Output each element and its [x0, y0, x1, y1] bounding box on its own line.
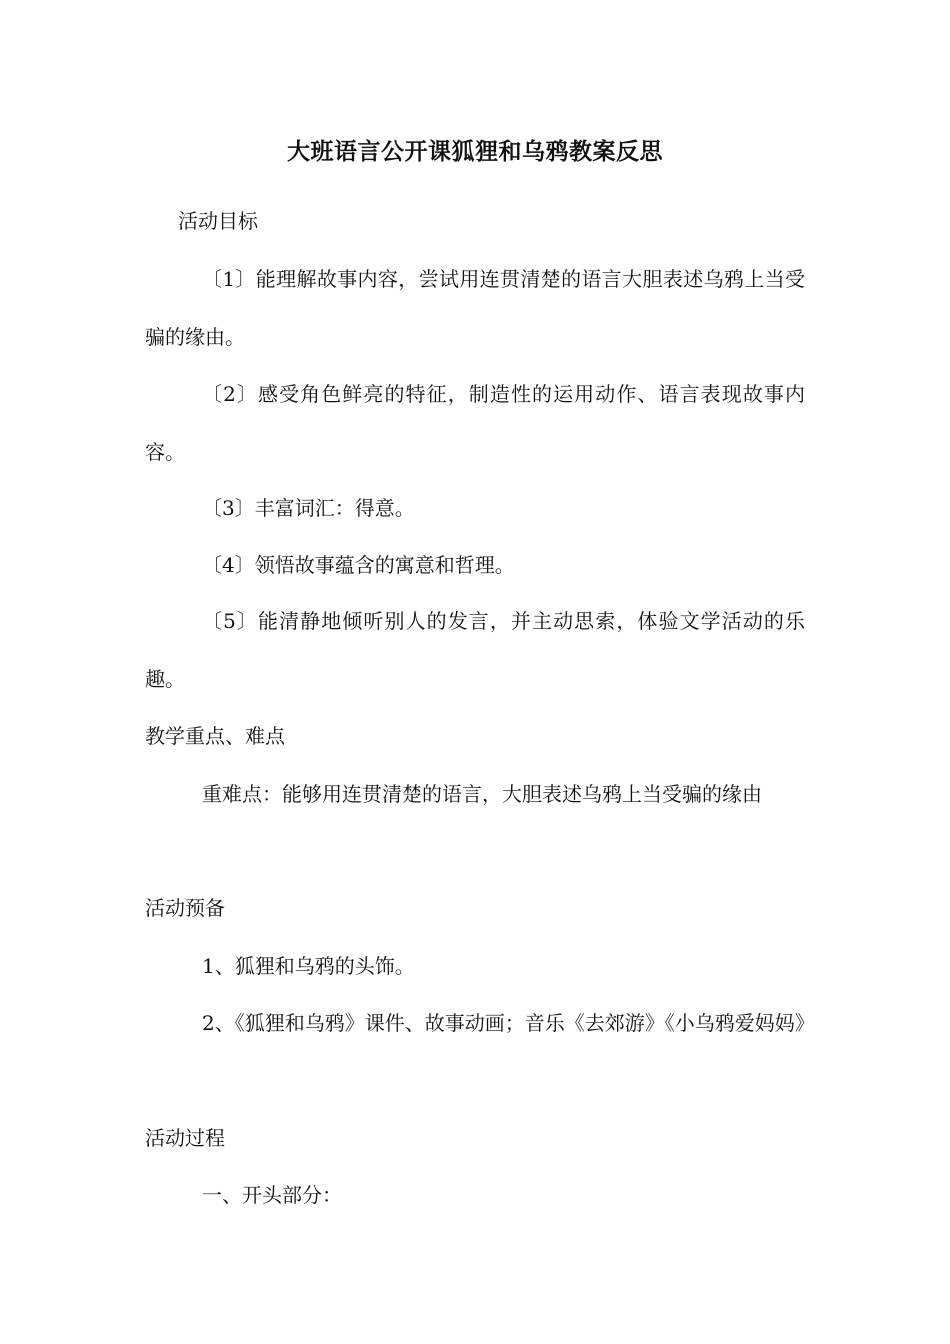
goal-item-2: 〔2〕感受角色鲜亮的特征，制造性的运用动作、语言表现故事内容。 — [145, 382, 805, 464]
section-heading-goals: 活动目标 — [178, 209, 258, 233]
goal-item-1: 〔1〕能理解故事内容，尝试用连贯清楚的语言大胆表述乌鸦上当受骗的缘由。 — [145, 267, 805, 349]
section-heading-key-points: 教学重点、难点 — [145, 724, 285, 748]
process-item-1: 一、开头部分： — [202, 1183, 342, 1207]
goal-item-5: 〔5〕能清静地倾听别人的发言，并主动思索，体验文学活动的乐趣。 — [145, 609, 805, 691]
prep-item-1: 1、狐狸和乌鸦的头饰。 — [202, 954, 415, 978]
prep-item-2: 2、《狐狸和乌鸦》课件、故事动画；音乐《去郊游》《小乌鸦爱妈妈》 — [202, 1011, 815, 1035]
section-heading-preparation: 活动预备 — [145, 896, 225, 920]
document-title: 大班语言公开课狐狸和乌鸦教案反思 — [287, 138, 663, 165]
section-heading-process: 活动过程 — [145, 1126, 225, 1150]
goal-item-4: 〔4〕领悟故事蕴含的寓意和哲理。 — [202, 553, 515, 577]
key-point-text: 重难点：能够用连贯清楚的语言，大胆表述乌鸦上当受骗的缘由 — [202, 782, 762, 806]
goal-item-3: 〔3〕丰富词汇：得意。 — [202, 496, 415, 520]
